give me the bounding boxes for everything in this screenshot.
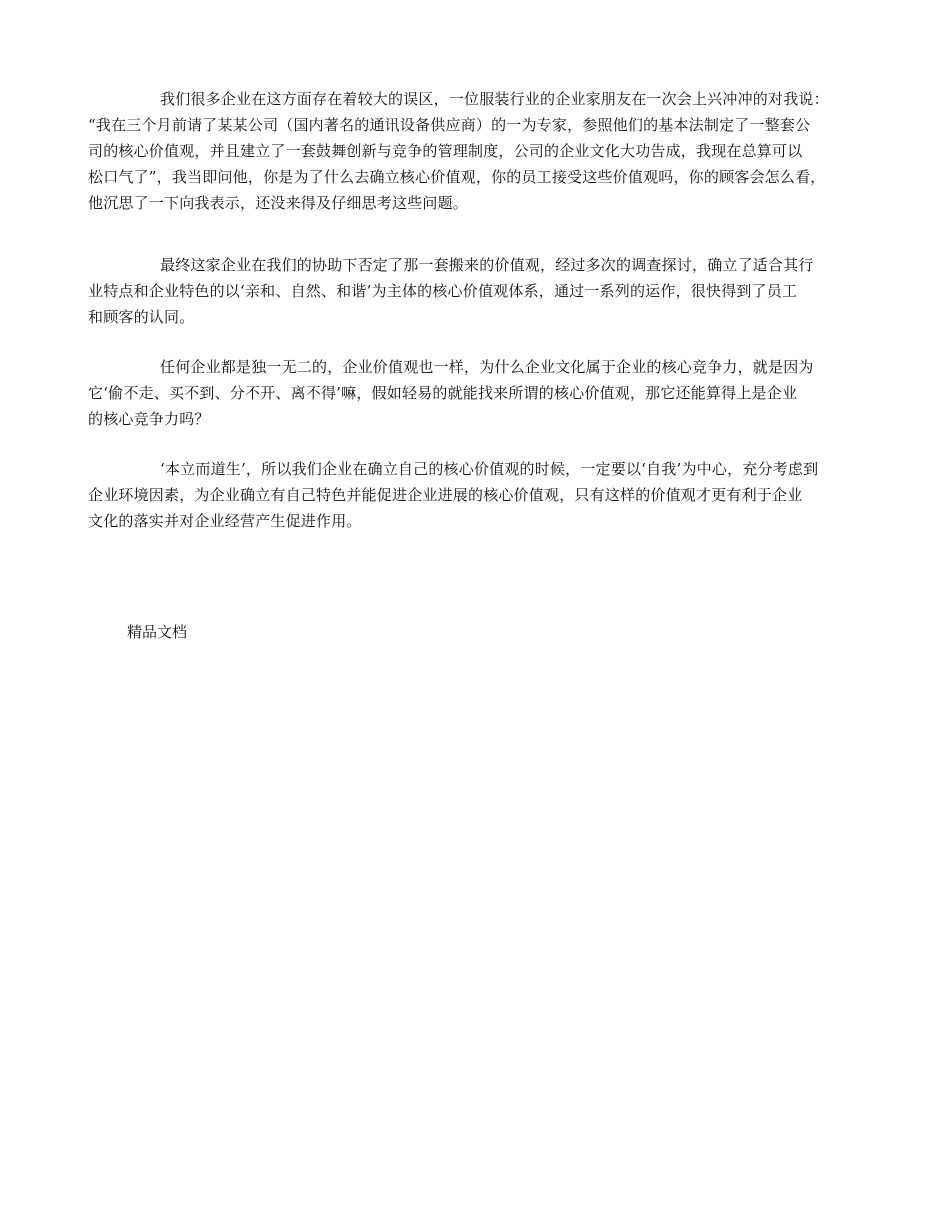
paragraph-line: 文化的落实并对企业经营产生促进作用。: [88, 512, 362, 530]
paragraph-line: ‘本立而道生’，所以我们企业在确立自己的核心价值观的时候，一定要以‘自我’为中心，充分考虑到: [160, 460, 819, 478]
paragraph-3: [88, 354, 868, 432]
paragraph-line: “我在三个月前请了某某公司（国内著名的通讯设备供应商）的一为专家，参照他们的基本法制定了一整套公: [88, 116, 811, 134]
paragraph-line: 我们很多企业在这方面存在着较大的误区，一位服装行业的企业家朋友在一次会上兴冲冲的对我说：: [160, 90, 829, 108]
paragraph-4: [88, 456, 868, 534]
paragraph-line: 企业环境因素，为企业确立有自己特色并能促进企业进展的核心价值观，只有这样的价值观才更有利于企业: [88, 486, 803, 504]
paragraph-line: 他沉思了一下向我表示，还没来得及仔细思考这些问题。: [88, 194, 469, 212]
footer-label: 精品文档: [127, 623, 188, 641]
paragraph-line: 任何企业都是独一无二的，企业价值观也一样，为什么企业文化属于企业的核心竞争力，就是因为: [160, 358, 814, 376]
paragraph-line: 和顾客的认同。: [88, 308, 195, 326]
paragraph-1: [88, 86, 868, 216]
paragraph-line: 的核心竞争力吗？: [88, 410, 210, 428]
paragraph-line: 最终这家企业在我们的协助下否定了那一套搬来的价值观，经过多次的调查探讨，确立了适合其行: [160, 256, 814, 274]
paragraph-line: 司的核心价值观，并且建立了一套鼓舞创新与竞争的管理制度，公司的企业文化大功告成，我现在总算可以: [88, 142, 803, 160]
paragraph-line: 业特点和企业特色的以‘亲和、自然、和谐’为主体的核心价值观体系，通过一系列的运作，很快得到了员工: [88, 282, 798, 300]
paragraph-2: [88, 252, 868, 330]
paragraph-line: 它‘偷不走、买不到、分不开、离不得’嘛，假如轻易的就能找来所谓的核心价值观，那它还能算得上是企业: [88, 384, 798, 402]
paragraph-line: 松口气了”，我当即问他，你是为了什么去确立核心价值观，你的员工接受这些价值观吗，你的顾客会怎么看，: [88, 168, 826, 186]
